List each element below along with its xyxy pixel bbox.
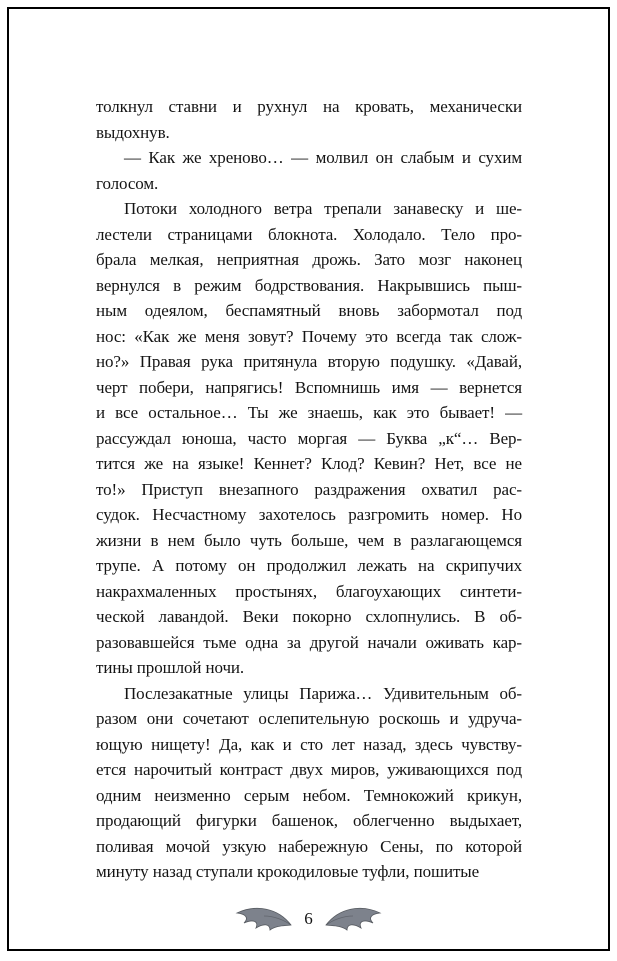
text-line: ческой лавандой. Веки покорно схлопнулись. В об- [96, 607, 522, 626]
bat-wing-left-icon [234, 906, 292, 932]
text-line: то!» Приступ внезапного раздражения охватил рас- [96, 479, 522, 499]
text-line: ющую нищету! Да, как и сто лет назад, здесь чувству- [96, 734, 522, 754]
text-line: разом они сочетают ослепительную роскошь и удруча- [96, 709, 522, 728]
text-line: судок. Несчастному захотелось разгромить номер. Но [96, 505, 522, 524]
text-line: одним неизменно серым небом. Темнокожий крикун, [96, 785, 522, 805]
text-line: разовавшейся тьме одна за другой начали оживать кар- [96, 632, 522, 652]
text-line: Потоки холодного ветра трепали занавеску и ше- [124, 199, 522, 218]
text-line: — Как же хреново… — молвил он слабым и сухим [124, 148, 522, 167]
text-line: рассуждал юноша, часто моргая — Буква „к“… Вер- [96, 428, 522, 448]
text-line: Послезакатные улицы Парижа… Удивительным об- [124, 683, 522, 703]
text-line: минуту назад ступали крокодиловые туфли, пошитые [96, 862, 480, 881]
text-line: толкнул ставни и рухнул на кровать, механически [96, 97, 522, 116]
text-line: но?» Правая рука притянула вторую подушку. «Давай, [96, 352, 522, 371]
text-line: жизни в нем было чуть больше, чем в разлагающемся [96, 530, 522, 550]
text-line: брала мелкая, неприятная дрожь. Зато мозг наконец [96, 250, 522, 269]
text-line: тится же на языке! Кеннет? Клод? Кевин? Нет, все не [96, 454, 522, 473]
page-number: 6 [304, 908, 313, 928]
text-line: и все остальное… Ты же знаешь, как это бывает! — [96, 403, 522, 422]
text-line: поливая мочой узкую набережную Сены, по которой [96, 836, 522, 856]
text-line: накрахмаленных простынях, благоухающих синтети- [96, 581, 522, 601]
bat-wing-right-icon [325, 906, 383, 932]
text-line: лестели страницами блокнота. Холодало. Тело про- [96, 224, 522, 244]
text-line: трупе. А потому он продолжил лежать на скрипучих [96, 556, 522, 575]
text-line: голосом. [96, 173, 159, 193]
text-line: продающий фигурки башенок, облегченно выдыхает, [96, 811, 522, 830]
page-text [96, 94, 522, 885]
text-line: тины прошлой ночи. [96, 658, 245, 677]
text-line: нос: «Как же меня зовут? Почему это всегда так слож- [96, 326, 522, 346]
text-line: выдохнув. [96, 122, 170, 142]
text-line: ным одеялом, беспамятный вновь забормотал под [96, 301, 522, 320]
page-footer [0, 896, 617, 942]
text-line: вернулся в режим бодрствования. Накрывшись пыш- [96, 275, 522, 295]
text-line: ется нарочитый контраст двух миров, уживающихся под [96, 760, 522, 779]
text-line: черт побери, напрягись! Вспомнишь имя — вернется [96, 377, 522, 397]
